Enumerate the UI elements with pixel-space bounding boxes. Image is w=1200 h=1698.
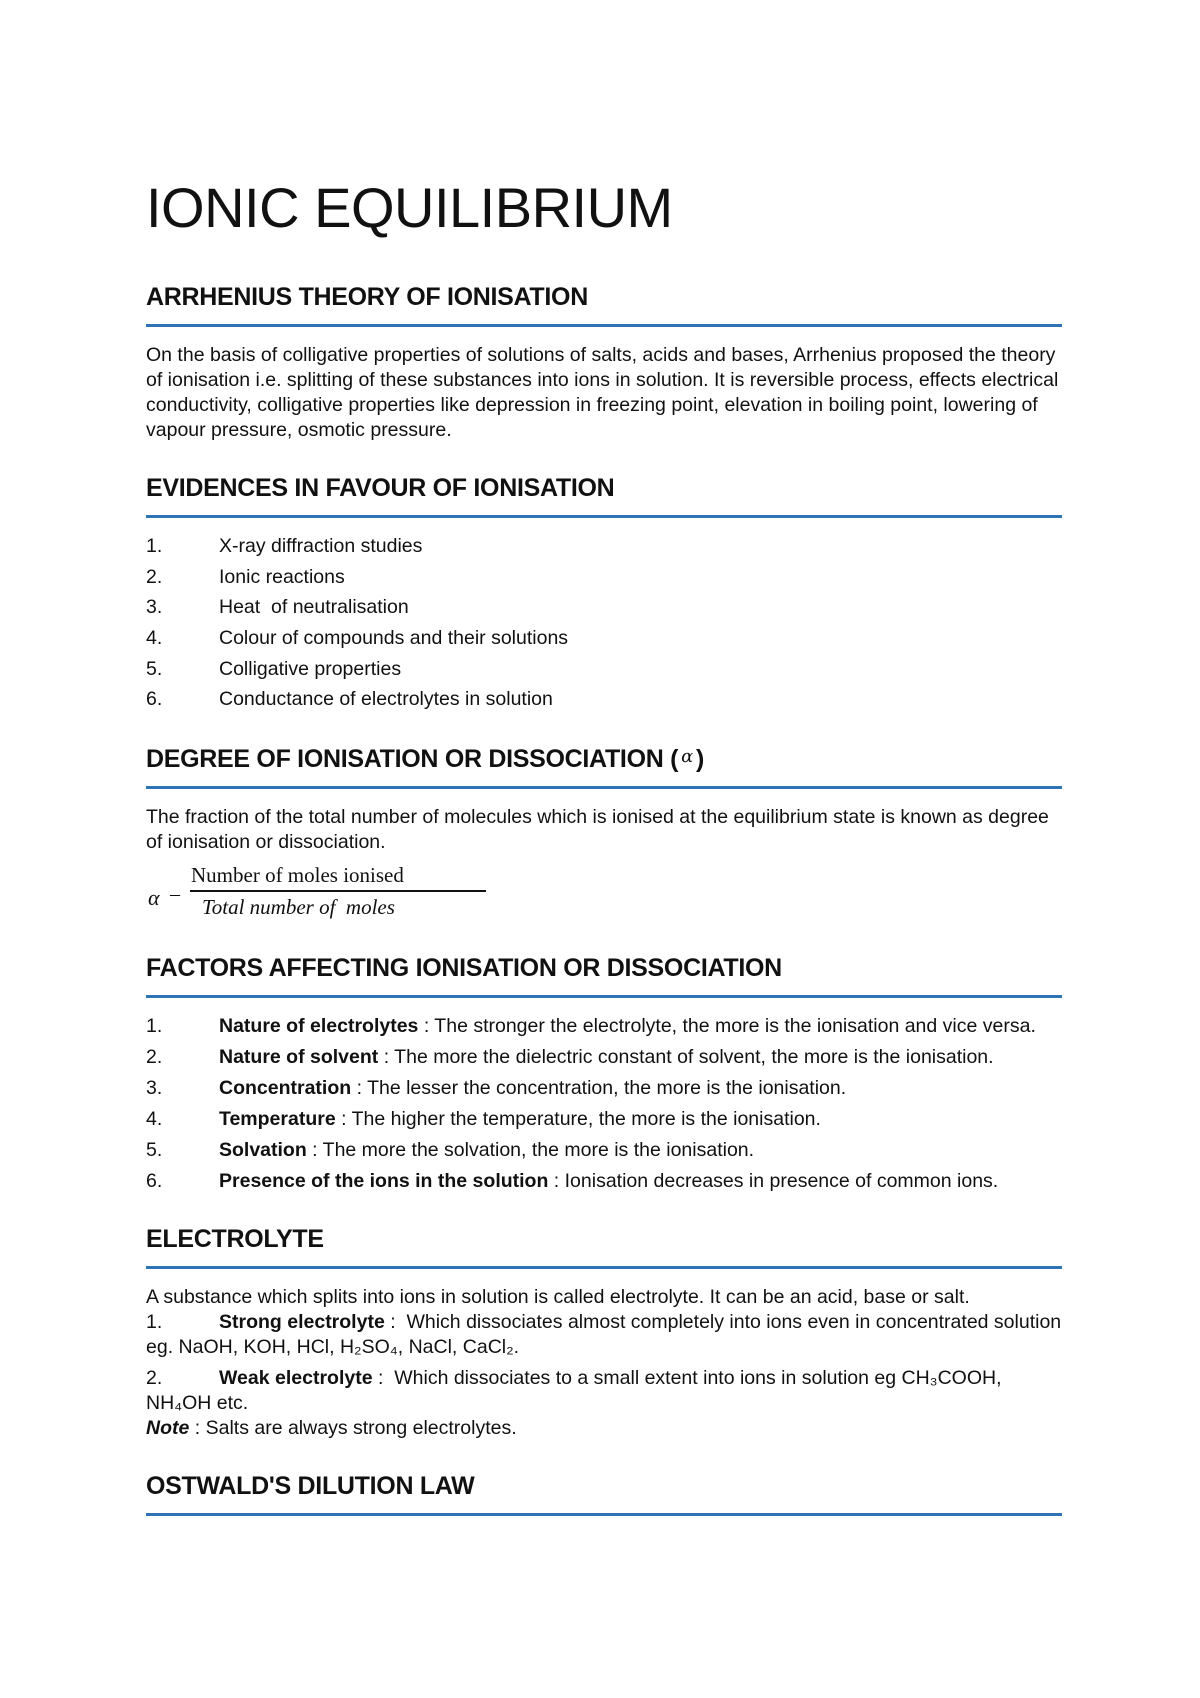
document-content [146, 176, 1067, 1546]
electrolyte-list [146, 1310, 1067, 1416]
document-title: IONIC EQUILIBRIUM [146, 176, 673, 239]
factor-term: Solvation [219, 1139, 307, 1162]
list-item [146, 1107, 1062, 1132]
section-heading-factors: FACTORS AFFECTING IONISATION OR DISSOCIATION [146, 953, 1062, 998]
factor-text: : Ionisation decreases in presence of common ions. [548, 1170, 999, 1193]
formula-denominator: Total number of moles [202, 895, 395, 920]
list-item [146, 565, 1062, 590]
electrolyte-paragraph: A substance which splits into ions in solution is called electrolyte. It can be an acid, base or salt. [146, 1286, 970, 1309]
arrhenius-paragraph: On the basis of colligative properties of solutions of salts, acids and bases, Arrhenius proposed the theory of ionisation i.e. splitting of these substances into ions in solution. It is reversible process, effects electrical conductivity, colligative properties like depression in freezing point, elevation in boiling point, lowering of vapour pressure, osmotic pressure. [146, 344, 1059, 441]
factor-term: Nature of electrolytes [219, 1015, 419, 1038]
formula-operator: – [170, 883, 180, 906]
list-number: 2. [146, 1046, 163, 1069]
list-text: Ionic reactions [219, 565, 345, 588]
list-item [146, 534, 1062, 559]
section-heading-degree [146, 742, 1062, 789]
factor-text: : The more the dielectric constant of solvent, the more is the ionisation. [378, 1046, 994, 1069]
list-number: 4. [146, 1108, 163, 1131]
factor-term: Presence of the ions in the solution [219, 1170, 549, 1193]
section-arrhenius [146, 282, 1062, 443]
factor-text: : The more the solvation, the more is the ionisation. [306, 1139, 755, 1162]
degree-formula [146, 863, 1062, 923]
section-heading-arrhenius: ARRHENIUS THEORY OF IONISATION [146, 282, 1062, 327]
factor-term: Temperature [219, 1108, 336, 1131]
factor-term: Nature of solvent [219, 1046, 379, 1069]
list-number: 3. [146, 596, 163, 619]
list-text: Colligative properties [219, 657, 402, 680]
list-number: 2. [146, 1367, 163, 1390]
list-item [146, 1138, 1062, 1163]
list-item [146, 1045, 1062, 1070]
electrolyte-text: : Which dissociates to a small extent into ions in solution eg CH₃COOH, NH₄OH etc. [146, 1367, 1007, 1415]
list-text: Conductance of electrolytes in solution [219, 688, 553, 711]
fraction-bar [190, 890, 486, 892]
factor-text: : The lesser the concentration, the more is the ionisation. [351, 1077, 847, 1100]
list-item [146, 657, 1062, 682]
list-item [146, 1310, 1067, 1360]
list-number: 5. [146, 657, 163, 680]
factor-text: : The higher the temperature, the more is the ionisation. [335, 1108, 821, 1131]
list-item [146, 687, 1062, 712]
list-item [146, 1014, 1062, 1039]
electrolyte-note [146, 1416, 1062, 1441]
section-ostwald [146, 1471, 1062, 1516]
evidences-list [146, 534, 1062, 712]
factor-text: : The stronger the electrolyte, the more is the ionisation and vice versa. [418, 1015, 1036, 1038]
list-number: 5. [146, 1139, 163, 1162]
section-heading-evidences: EVIDENCES IN FAVOUR OF IONISATION [146, 473, 1062, 518]
section-heading-electrolyte: ELECTROLYTE [146, 1224, 1062, 1269]
electrolyte-text: : Which dissociates almost completely into ions even in concentrated solution eg. NaOH, KOH, HCl, H₂SO₄, NaCl, CaCl₂. [146, 1311, 1067, 1359]
list-number: 1. [146, 1311, 163, 1334]
note-text: : Salts are always strong electrolytes. [189, 1417, 517, 1440]
alpha-symbol: α [681, 746, 694, 768]
list-item [146, 1366, 1062, 1416]
factors-list [146, 1014, 1062, 1194]
list-number: 3. [146, 1077, 163, 1100]
list-number: 1. [146, 535, 163, 557]
list-text: Colour of compounds and their solutions [219, 627, 569, 650]
list-text: Heat of neutralisation [219, 596, 409, 619]
list-number: 4. [146, 627, 163, 650]
electrolyte-term: Weak electrolyte [219, 1367, 373, 1390]
list-item [146, 1169, 1062, 1194]
section-electrolyte [146, 1224, 1067, 1441]
section-evidences [146, 473, 1062, 712]
factor-term: Concentration [219, 1077, 352, 1100]
section-heading-ostwald: OSTWALD'S DILUTION LAW [146, 1471, 1062, 1516]
note-label: Note [146, 1417, 190, 1440]
electrolyte-term: Strong electrolyte [219, 1311, 385, 1334]
degree-paragraph: The fraction of the total number of molecules which is ionised at the equilibrium state is known as degree of ionisation or dissociation. [146, 806, 1049, 854]
heading-text-end: ) [696, 745, 705, 774]
list-item [146, 1076, 1062, 1101]
list-item [146, 595, 1062, 620]
formula-alpha: α [148, 885, 160, 911]
list-number: 6. [146, 1170, 163, 1193]
heading-text: DEGREE OF IONISATION OR DISSOCIATION ( [146, 745, 679, 774]
list-item [146, 626, 1062, 651]
list-number: 2. [146, 565, 163, 588]
list-text: X-ray diffraction studies [219, 535, 423, 557]
list-number: 6. [146, 688, 163, 711]
list-number: 1. [146, 1015, 163, 1038]
section-degree [146, 742, 1062, 923]
section-factors [146, 953, 1062, 1194]
formula-numerator: Number of moles ionised [191, 863, 404, 888]
